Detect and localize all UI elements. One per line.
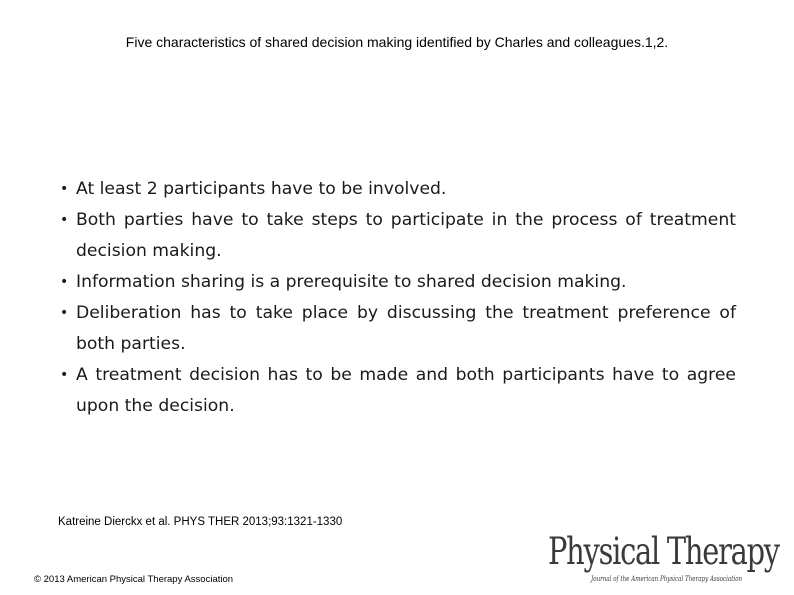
list-item-text: At least 2 participants have to be involved. (76, 179, 447, 199)
list-item (60, 205, 736, 267)
bullet-icon: • (60, 305, 69, 321)
bullet-icon: • (60, 181, 69, 197)
bullet-icon: • (60, 212, 69, 228)
list-item-text: Information sharing is a prerequisite to shared decision making. (76, 272, 627, 292)
logo-title: Physical Therapy (548, 530, 779, 573)
list-item (60, 298, 736, 360)
copyright-notice: © 2013 American Physical Therapy Association (34, 574, 234, 585)
list-item-text: Both parties have to take steps to participate in the process of treatment decision making. (76, 210, 736, 261)
list-item (60, 360, 736, 422)
characteristics-list (60, 174, 736, 422)
citation: Katreine Dierckx et al. PHYS THER 2013;93:1321-1330 (58, 516, 343, 528)
slide-title: Five characteristics of shared decision making identified by Charles and colleagues.1,2. (125, 34, 669, 50)
journal-logo (548, 530, 784, 586)
list-item (60, 174, 736, 205)
list-item (60, 267, 736, 298)
logo-tagline: Journal of the American Physical Therapy Association (591, 574, 743, 583)
bullet-icon: • (60, 274, 69, 290)
bullet-icon: • (60, 367, 69, 383)
list-item-text: Deliberation has to take place by discussing the treatment preference of both parties. (76, 303, 736, 354)
list-item-text: A treatment decision has to be made and both participants have to agree upon the decision. (76, 365, 736, 416)
